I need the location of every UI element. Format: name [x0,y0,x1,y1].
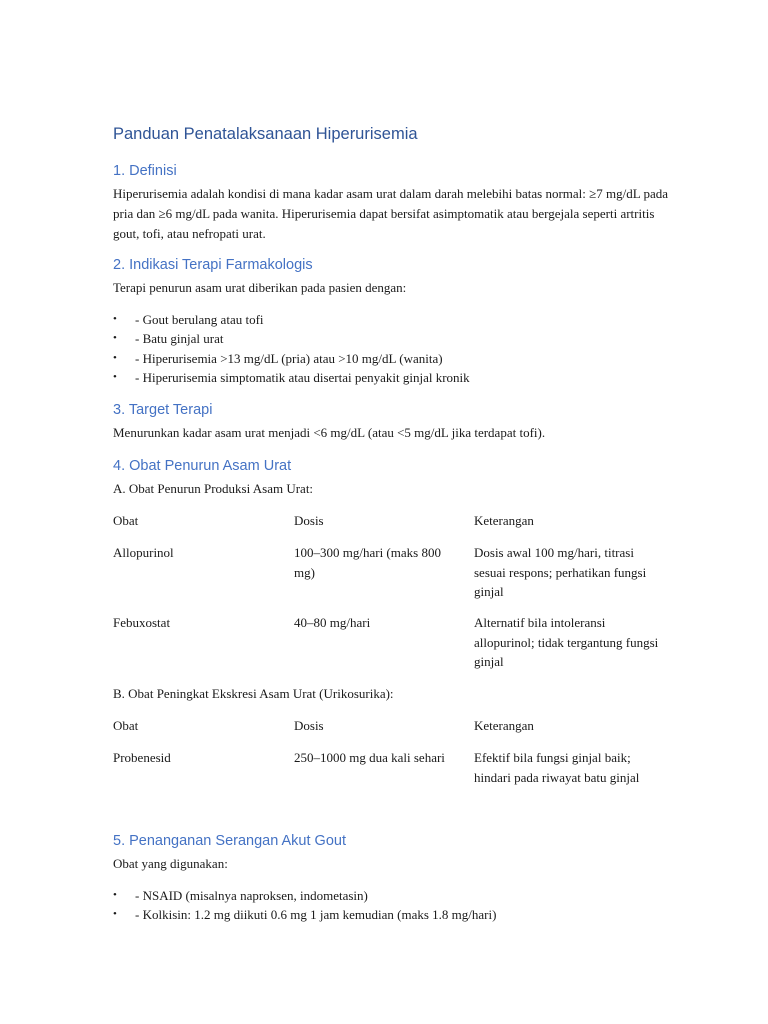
column-header-dosis: Dosis [294,718,324,733]
cell-keterangan: Efektif bila fungsi ginjal baik; hindari pada riwayat batu ginjal [474,750,640,785]
list-item [113,310,673,329]
list-item-text: - NSAID (misalnya naproksen, indometasin) [135,888,368,903]
list-item-text: - Gout berulang atau tofi [135,312,264,327]
akut-list [113,886,673,925]
cell-dosis: 100–300 mg/hari (maks 800 mg) [294,545,441,580]
indikasi-intro: Terapi penurun asam urat diberikan pada pasien dengan: [113,280,407,295]
column-header-keterangan: Keterangan [474,718,534,733]
cell-obat: Allopurinol [113,545,174,560]
table-header-row [113,511,673,543]
indikasi-list [113,310,673,387]
list-item-text: - Batu ginjal urat [135,331,224,347]
table-row [113,543,673,613]
list-item [113,886,673,905]
group-b-label: B. Obat Peningkat Ekskresi Asam Urat (Urikosurika): [113,686,394,701]
akut-intro: Obat yang digunakan: [113,856,228,871]
heading-indikasi: 2. Indikasi Terapi Farmakologis [113,257,313,273]
table-row [113,613,673,675]
cell-obat: Probenesid [113,750,171,765]
group-a-label: A. Obat Penurun Produksi Asam Urat: [113,481,314,496]
cell-keterangan: Dosis awal 100 mg/hari, titrasi sesuai respons; perhatikan fungsi ginjal [474,545,647,599]
heading-akut: 5. Penanganan Serangan Akut Gout [113,833,346,849]
list-item [113,368,673,387]
list-item-text: - Hiperurisemia >13 mg/dL (pria) atau >10 mg/dL (wanita) [135,350,443,366]
cell-dosis: 250–1000 mg dua kali sehari [294,750,445,765]
heading-obat: 4. Obat Penurun Asam Urat [113,458,292,474]
column-header-obat: Obat [113,513,139,528]
bullet-icon: • [113,313,117,325]
column-header-obat: Obat [113,718,139,733]
bullet-icon: • [113,889,117,901]
heading-target: 3. Target Terapi [113,402,213,418]
table-produksi [113,511,673,675]
list-item-text: - Hiperurisemia simptomatik atau disertai penyakit ginjal kronik [135,369,470,385]
table-row [113,748,673,810]
bullet-icon: • [113,908,117,921]
definisi-text: Hiperurisemia adalah kondisi di mana kadar asam urat dalam darah melebihi batas normal: ≥7 mg/dL pada pria dan ≥6 mg/dL pada wanita. Hiperurisemia dapat bersifat asimptomatik atau bergejala seperti artritis gout, tofi, atau nefropati urat. [113,186,668,241]
bullet-icon: • [113,351,117,364]
list-item [113,349,673,368]
table-urikosurika [113,716,673,810]
bullet-icon: • [113,370,117,383]
document-title: Panduan Penatalaksanaan Hiperurisemia [113,125,418,143]
column-header-keterangan: Keterangan [474,513,534,528]
list-item [113,329,673,348]
bullet-icon: • [113,332,117,345]
cell-obat: Febuxostat [113,615,171,630]
target-text: Menurunkan kadar asam urat menjadi <6 mg/dL (atau <5 mg/dL jika terdapat tofi). [113,425,546,440]
heading-definisi: 1. Definisi [113,163,177,179]
list-item [113,905,673,924]
table-header-row [113,716,673,748]
cell-dosis: 40–80 mg/hari [294,615,371,630]
list-item-text: - Kolkisin: 1.2 mg diikuti 0.6 mg 1 jam kemudian (maks 1.8 mg/hari) [135,907,497,923]
cell-keterangan: Alternatif bila intoleransi allopurinol; tidak tergantung fungsi ginjal [474,615,659,669]
column-header-dosis: Dosis [294,513,324,528]
